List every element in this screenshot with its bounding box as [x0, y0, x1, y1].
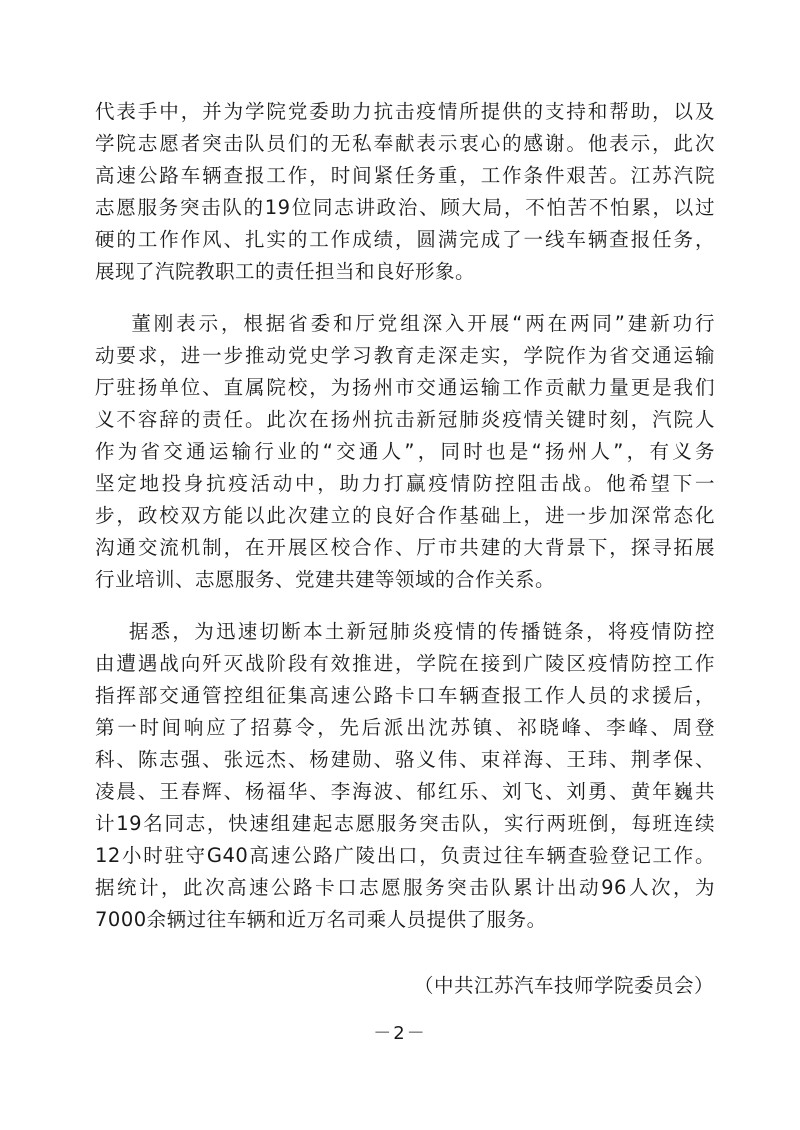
page-number: －2－: [373, 1023, 427, 1044]
text-line: 作为省交通运输行业的“交通人”，同时也是“扬州人”，有义务: [95, 440, 715, 463]
text-line: 指挥部交通管控组征集高速公路卡口车辆查报工作人员的求援后，: [95, 684, 715, 707]
text-line: 展现了汽院教职工的责任担当和良好形象。: [95, 260, 476, 283]
text-line: 计19名同志，快速组建起志愿服务突击队，实行两班倒，每班连续: [95, 812, 715, 835]
document-body: [95, 96, 715, 956]
text-line: 厅驻扬单位、直属院校，为扬州市交通运输工作贡献力量更是我们: [95, 376, 715, 399]
text-line: 沟通交流机制，在开展区校合作、厅市共建的大背景下，探寻拓展: [95, 536, 715, 559]
text-line: 硬的工作作风、扎实的工作成绩，圆满完成了一线车辆查报任务，: [95, 228, 715, 251]
text-line: 代表手中，并为学院党委助力抗击疫情所提供的支持和帮助，以及: [95, 100, 715, 123]
text-line: 7000余辆过往车辆和近万名司乘人员提供了服务。: [95, 908, 547, 931]
paragraph-1: [95, 96, 715, 288]
text-line: 第一时间响应了招募令，先后派出沈苏镇、祁晓峰、李峰、周登: [95, 716, 715, 739]
text-line: 坚定地投身抗疫活动中，助力打赢疫情防控阻击战。他希望下一: [95, 472, 715, 495]
paragraph-2: [95, 308, 715, 596]
text-line: 高速公路车辆查报工作，时间紧任务重，工作条件艰苦。江苏汽院: [95, 164, 715, 187]
text-line: 步，政校双方能以此次建立的良好合作基础上，进一步加深常态化: [95, 504, 715, 527]
text-line: 凌晨、王春辉、杨福华、李海波、郁红乐、刘飞、刘勇、黄年巍共: [95, 780, 715, 803]
text-line: 由遭遇战向歼灭战阶段有效推进，学院在接到广陵区疫情防控工作: [95, 652, 715, 675]
issuer-signature: （中共江苏汽车技师学院委员会）: [413, 974, 714, 997]
text-line: 学院志愿者突击队员们的无私奉献表示衷心的感谢。他表示，此次: [95, 132, 715, 155]
text-line: 行业培训、志愿服务、党建共建等领域的合作关系。: [95, 568, 556, 591]
text-line: 动要求，进一步推动党史学习教育走深走实，学院作为省交通运输: [95, 344, 715, 367]
text-line: 据悉，为迅速切断本土新冠肺炎疫情的传播链条，将疫情防控: [95, 620, 715, 643]
text-line: 董刚表示，根据省委和厅党组深入开展“两在两同”建新功行: [95, 312, 715, 335]
text-line: 科、陈志强、张远杰、杨建勋、骆义伟、束祥海、王玮、荆孝保、: [95, 748, 715, 771]
text-line: 义不容辞的责任。此次在扬州抗击新冠肺炎疫情关键时刻，汽院人: [95, 408, 715, 431]
text-line: 12小时驻守G40高速公路广陵出口，负责过往车辆查验登记工作。: [95, 844, 715, 867]
text-line: 据统计，此次高速公路卡口志愿服务突击队累计出动96人次，为: [95, 876, 715, 899]
paragraph-3: [95, 616, 715, 936]
text-line: 志愿服务突击队的19位同志讲政治、顾大局，不怕苦不怕累，以过: [95, 196, 715, 219]
